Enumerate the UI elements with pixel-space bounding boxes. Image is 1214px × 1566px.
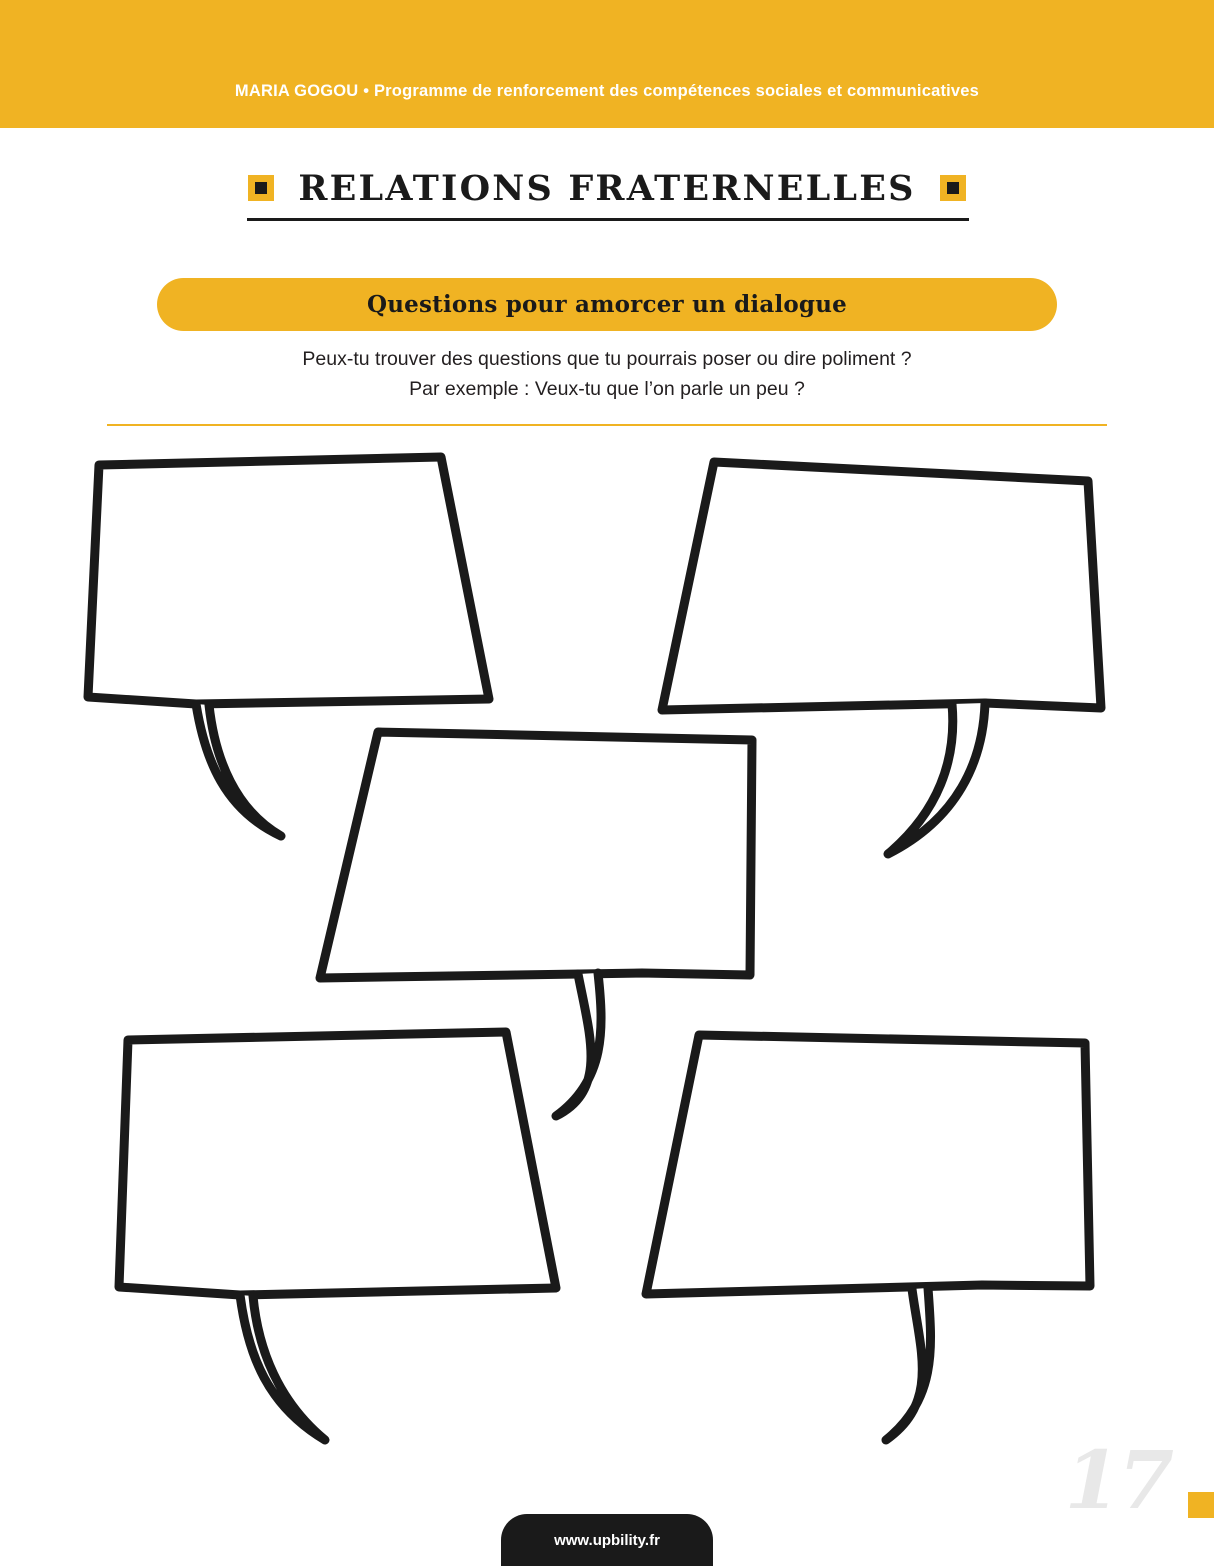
speech-bubble-4[interactable] bbox=[119, 1032, 556, 1440]
speech-bubbles-area bbox=[0, 440, 1214, 1470]
subtitle-text: Questions pour amorcer un dialogue bbox=[367, 291, 847, 318]
title-underline bbox=[247, 218, 969, 221]
subtitle-pill bbox=[157, 278, 1057, 331]
instructions-block bbox=[107, 344, 1107, 404]
square-bullet-icon-right bbox=[940, 175, 966, 201]
website-url: www.upbility.fr bbox=[554, 1531, 660, 1549]
website-badge[interactable] bbox=[501, 1514, 713, 1566]
header-title: MARIA GOGOU • Programme de renforcement des compétences sociales et communicatives bbox=[234, 82, 980, 100]
header-band bbox=[0, 0, 1214, 128]
page-number: 17 bbox=[1064, 1433, 1172, 1527]
speech-bubble-5[interactable] bbox=[646, 1035, 1090, 1440]
page-title-text: RELATIONS FRATERNELLES bbox=[298, 167, 916, 209]
page-title bbox=[107, 160, 1107, 222]
corner-square-icon bbox=[1188, 1492, 1214, 1518]
square-bullet-icon-left bbox=[248, 175, 274, 201]
section-divider bbox=[107, 424, 1107, 426]
instructions-line-1: Peux-tu trouver des questions que tu pourrais poser ou dire poliment ? bbox=[302, 348, 912, 370]
instructions-line-2: Par exemple : Veux-tu que l’on parle un peu ? bbox=[409, 378, 805, 400]
